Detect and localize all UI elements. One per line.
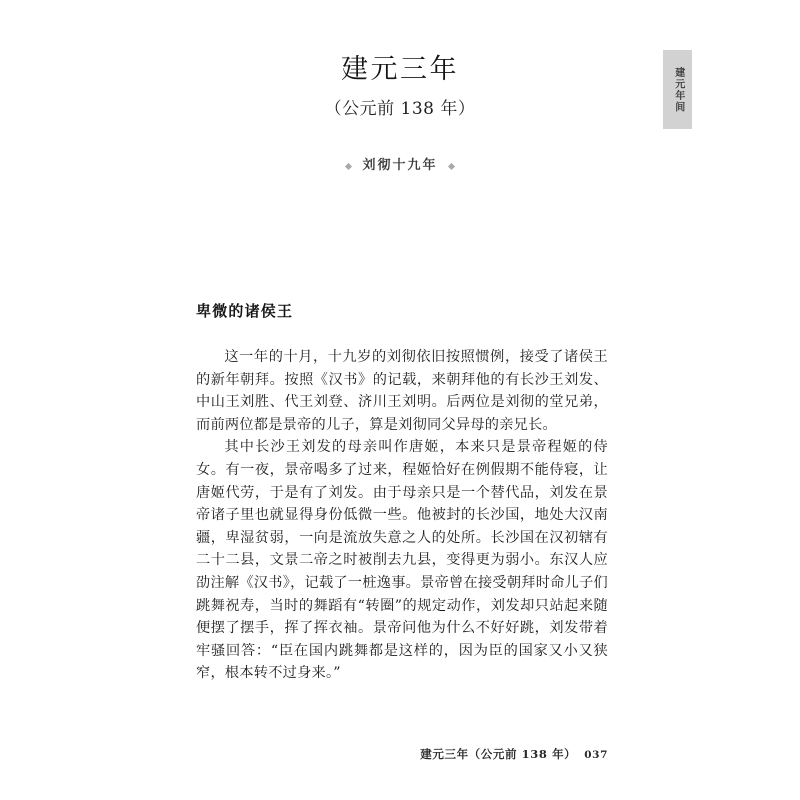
body-paragraph: 这一年的十月，十九岁的刘彻依旧按照惯例，接受了诸侯王的新年朝拜。按照《汉书》的记载，来朝拜他的有长沙王刘发、中山王刘胜、代王刘登、济川王刘明。后两位是刘彻的堂兄弟，而前两位都是景帝的儿子，算是刘彻同父异母的亲兄长。 (196, 349, 608, 433)
footer-page-number: 037 (584, 749, 608, 761)
body-content (196, 300, 608, 685)
page-subtitle: （公元前 138 年） (324, 99, 476, 119)
body-paragraph: 其中长沙王刘发的母亲叫作唐姬，本来只是景帝程姬的侍女。有一夜，景帝喝多了过来，程姬恰好在例假期不能侍寝，让唐姬代劳，于是有了刘发。由于母亲只是一个替代品，刘发在景帝诸子里也就显得身份低微一些。他被封的长沙国，地处大汉南疆，卑湿贫弱，一向是流放失意之人的处所。长沙国在汉初辖有二十二县，文景二帝之时被削去九县，变得更为弱小。东汉人应劭注解《汉书》，记载了一桩逸事。景帝曾在接受朝拜时命儿子们跳舞祝寿，当时的舞蹈有“转圈”的规定动作，刘发却只站起来随便摆了摆手，挥了挥衣袖。景帝问他为什么不好好跳，刘发带着牢骚回答：“臣在国内跳舞都是这样的，因为臣的国家又小又狭窄，根本转不过身来。” (196, 439, 608, 682)
page-footer (0, 746, 800, 763)
ornament-label: 刘彻十九年 (362, 158, 438, 173)
diamond-icon-left (345, 162, 352, 169)
ornament-line (0, 157, 800, 175)
diamond-icon-right (447, 162, 454, 169)
footer-running-title: 建元三年（公元前 138 年） (420, 747, 577, 761)
section-heading: 卑微的诸侯王 (196, 302, 294, 320)
page-title: 建元三年 (341, 54, 459, 85)
title-block (0, 52, 800, 121)
chapter-side-tab-label: 建元年间 (672, 66, 684, 113)
